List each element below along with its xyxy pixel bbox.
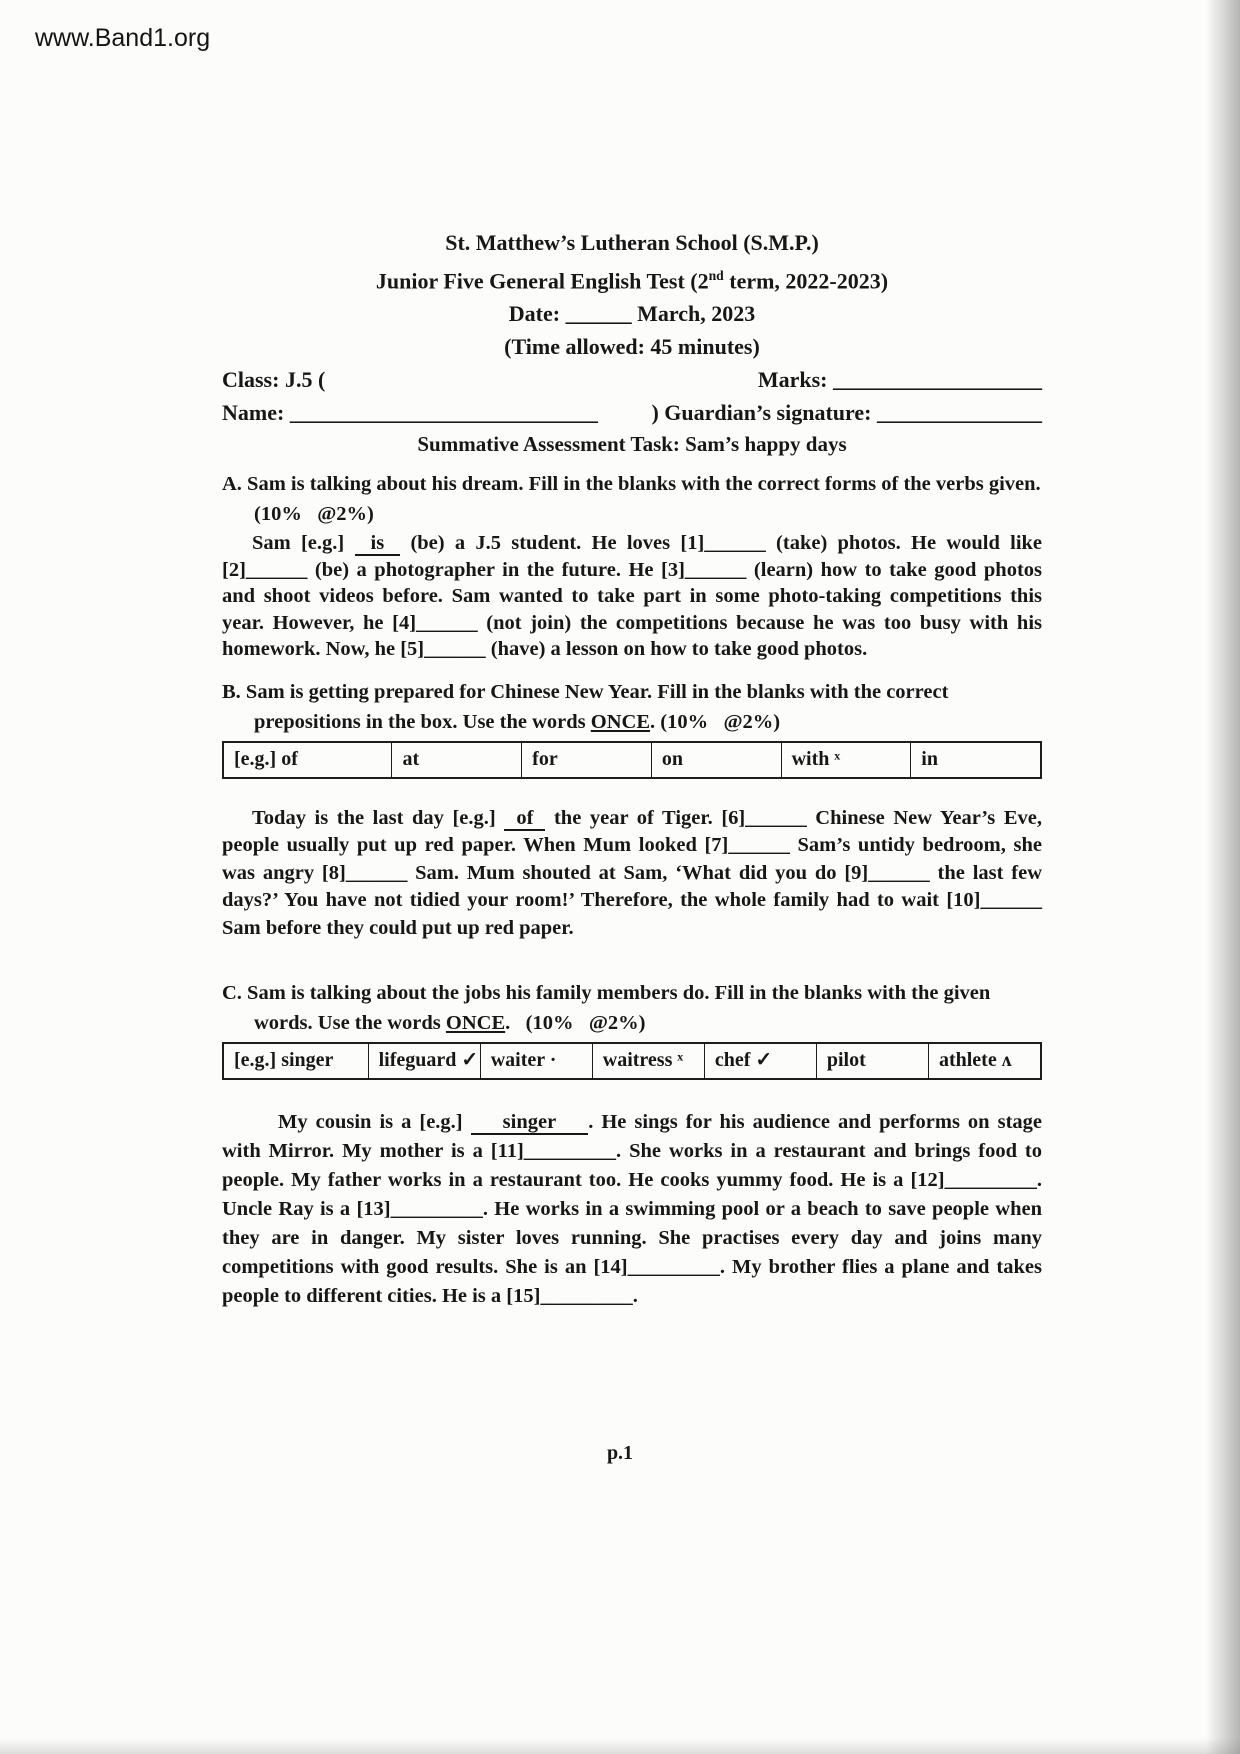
- section-a-example-answer: is: [355, 532, 401, 556]
- word-box-cell: lifeguard ✓: [368, 1044, 480, 1078]
- section-c-text-pre: My cousin is a [e.g.]: [278, 1111, 463, 1134]
- class-label: Class: J.5 (: [222, 367, 326, 393]
- word-box-cell: in: [910, 743, 1040, 777]
- jobs-word-box: [222, 1042, 1042, 1080]
- watermark: www.Band1.org: [35, 24, 211, 52]
- word-box-cell: at: [391, 743, 521, 777]
- class-marks-row: [222, 363, 1042, 396]
- task-title: Summative Assessment Task: Sam’s happy days: [417, 432, 847, 457]
- section-b-heading-post: . (10% @2%): [650, 710, 781, 733]
- test-title-superscript: nd: [708, 268, 724, 283]
- page-number: p.1: [606, 1442, 634, 1464]
- word-box-cell: waitress ˣ: [592, 1044, 704, 1078]
- section-b-heading-pre: B. Sam is getting prepared for Chinese New Year. Fill in the blanks with the correct prepositions in the box. Use the words: [222, 680, 949, 733]
- word-box-cell: with ˣ: [781, 743, 911, 777]
- section-a-heading: A. Sam is talking about his dream. Fill in the blanks with the correct forms of the verbs given. (10% @2%): [222, 473, 1041, 526]
- section-c-heading-once: ONCE: [445, 1012, 506, 1035]
- word-box-cell: chef ✓: [704, 1044, 816, 1078]
- marks-label: Marks:: [757, 367, 828, 393]
- scan-shadow-right: [1206, 0, 1240, 1754]
- section-b-paragraph: [222, 805, 1042, 943]
- section-c-heading-pre: C. Sam is talking about the jobs his family members do. Fill in the blanks with the given words. Use the words: [222, 982, 991, 1035]
- test-title: [222, 259, 1042, 297]
- word-box-cell: [e.g.] singer: [234, 1049, 334, 1072]
- section-c-example-answer: singer: [471, 1111, 589, 1135]
- test-title-post: term, 2022-2023): [723, 268, 889, 294]
- section-c-paragraph: [222, 1108, 1042, 1311]
- section-b-text-post: the year of Tiger. [6]______ Chinese New Year’s Eve, people usually put up red paper. When Mum looked [7]______ Sam’s untidy bedroom, she was angry [8]______ Sam. Mum shouted at Sam, ‘What did you do [9]______ the last few days?’ You have not tidied your room!’ Therefore, the whole family had to wait [10]______ Sam before they could put up red paper.: [222, 806, 1042, 939]
- school-name: St. Matthew’s Lutheran School (S.M.P.): [445, 230, 819, 255]
- word-box-cell: athlete ʌ: [928, 1044, 1040, 1078]
- section-b-heading: [222, 677, 1042, 737]
- section-b-example-answer: of: [504, 807, 545, 831]
- test-title-pre: Junior Five General English Test (2: [375, 268, 709, 294]
- name-field: [222, 396, 598, 429]
- name-guardian-row: [222, 396, 1042, 429]
- prepositions-word-box: [222, 741, 1042, 779]
- word-box-cell: pilot: [816, 1044, 928, 1078]
- guardian-field: [651, 396, 1042, 429]
- marks-blank: ___________________: [833, 367, 1042, 393]
- section-c-heading: [222, 978, 1042, 1038]
- section-c-heading-post: . (10% @2%): [505, 1012, 646, 1035]
- section-c-text-post: . He sings for his audience and performs on stage with Mirror. My mother is a [11]_________. She works in a restaurant and brings food to people. My father works in a restaurant too. He cooks yummy food. He is a [12]_________. Uncle Ray is a [13]_________. He works in a swimming pool or a beach to save people when they are in danger. My sister loves running. She practises every day and joins many competitions with good results. She is an [14]_________. My brother flies a plane and takes people to different cities. He is a [15]_________.: [222, 1111, 1043, 1308]
- section-b-heading-once: ONCE: [590, 710, 651, 733]
- marks-field: [758, 363, 1042, 396]
- section-a-text-pre: Sam [e.g.]: [252, 532, 345, 555]
- guardian-label: ) Guardian’s signature:: [651, 400, 872, 426]
- section-a-text-post: (be) a J.5 student. He loves [1]______ (take) photos. He would like [2]______ (be) a photographer in the future. He [3]______ (learn) how to take good photos and shoot videos before. Sam wanted to take part in some photo-taking competitions this year. However, he [4]______ (not join) the competitions because he was too busy with his homework. Now, he [5]______ (have) a lesson on how to take good photos.: [222, 532, 1043, 661]
- date-line: Date: ______ March, 2023: [508, 301, 756, 327]
- name-label: Name:: [222, 400, 285, 426]
- page-content: [222, 226, 1042, 1311]
- word-box-cell: on: [651, 743, 781, 777]
- scan-shadow-bottom: [0, 1738, 1240, 1754]
- time-allowed: (Time allowed: 45 minutes): [504, 334, 760, 360]
- word-box-cell: waiter ·: [480, 1044, 592, 1078]
- section-b-text-pre: Today is the last day [e.g.]: [252, 806, 496, 829]
- name-blank: ____________________________: [289, 400, 598, 426]
- guardian-blank: _______________: [877, 400, 1042, 426]
- word-box-cell: for: [521, 743, 651, 777]
- word-box-cell: [e.g.] of: [234, 747, 298, 770]
- section-a-paragraph: [222, 530, 1042, 663]
